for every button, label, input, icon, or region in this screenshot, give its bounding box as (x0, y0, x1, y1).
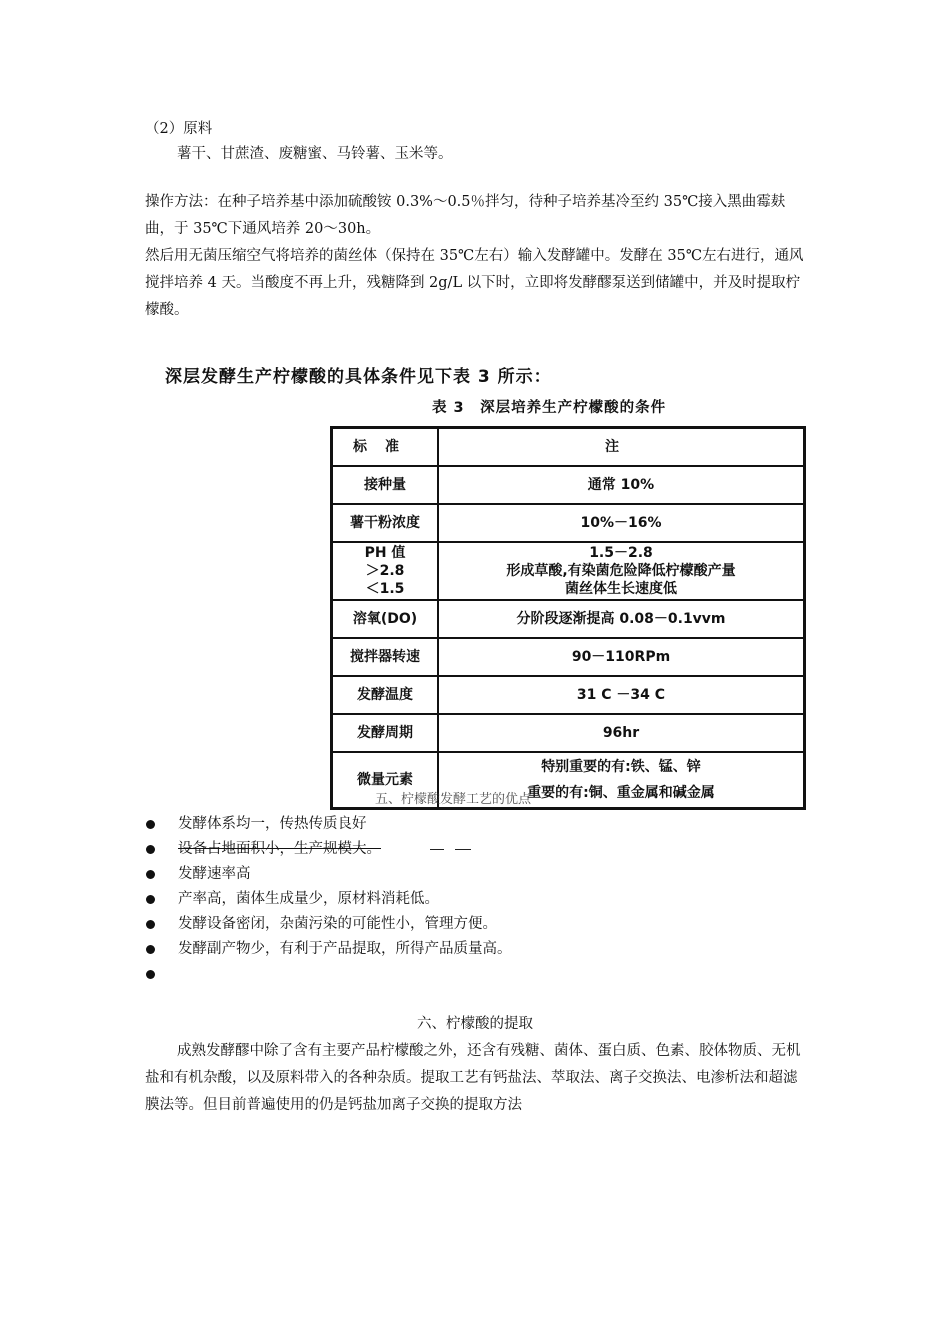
section-heading-raw-materials: （2）原料 (145, 121, 213, 137)
row-key: 接种量 (332, 466, 439, 504)
section-heading-extraction: 六、柠檬酸的提取 (417, 1016, 533, 1032)
row-key: 溶氧(DO) (332, 600, 439, 638)
extraction-paragraph: 成熟发酵醪中除了含有主要产品柠檬酸之外，还含有残糖、菌体、蛋白质、色素、胶体物质、无机盐和有机杂酸，以及原料带入的各种杂质。提取工艺有钙盐法、萃取法、离子交换法、电渗析法和超滤膜法等。但目前普遍使用的仍是钙盐加离子交换的提取方法 (145, 1043, 801, 1113)
scan-artifact (430, 849, 444, 850)
bullet-icon (146, 945, 155, 954)
scanned-table-intro: 深层发酵生产柠檬酸的具体条件见下表 3 所示： (165, 367, 552, 387)
bullet-icon (146, 970, 155, 979)
bullet-icon (146, 895, 155, 904)
header-standard: 标准 (332, 428, 439, 467)
advantages-list (145, 812, 705, 962)
row-value (438, 542, 805, 600)
ph-low-note: 菌丝体生长速度低 (565, 581, 677, 597)
table-caption: 表 3 深层培养生产柠檬酸的条件 (432, 400, 667, 416)
row-key (332, 542, 439, 600)
trace-important-1: 特别重要的有:铁、锰、锌 (541, 758, 701, 775)
list-item: 产率高，菌体生成量少，原材料消耗低。 (145, 887, 705, 912)
operation-paragraph-2: 然后用无菌压缩空气将培养的菌丝体（保持在 35℃左右）输入发酵罐中。发酵在 35℃左右进行，通风搅拌培养 4 天。当酸度不再上升，残糖降到 2g/L 以下时，立即将发酵醪泵送到储罐中，并及时提取柠檬酸。 (145, 248, 804, 318)
ph-high-note: 形成草酸,有染菌危险降低柠檬酸产量 (506, 563, 736, 579)
row-key: 搅拌器转速 (332, 638, 439, 676)
table-row (332, 504, 805, 542)
section-heading-advantages: 五、柠檬酸发酵工艺的优点 (375, 792, 532, 807)
raw-materials-list: 薯干、甘蔗渣、废糖蜜、马铃薯、玉米等。 (177, 146, 453, 162)
table-row (332, 638, 805, 676)
table-row (332, 542, 805, 600)
bullet-icon (146, 820, 155, 829)
list-item: 发酵速率高 (145, 862, 705, 887)
table-header-row (332, 428, 805, 467)
table-row (332, 466, 805, 504)
table-row (332, 676, 805, 714)
table-row (332, 714, 805, 752)
row-key: 微量元素 (332, 752, 439, 808)
row-key: 发酵温度 (332, 676, 439, 714)
list-item: 设备占地面积小，生产规模大。 (145, 837, 705, 862)
row-key: 薯干粉浓度 (332, 504, 439, 542)
ph-below: ＜1.5 (365, 581, 405, 597)
list-item: 发酵体系均一，传热传质良好 (145, 812, 705, 837)
trace-important-2: 重要的有:铜、重金属和碱金属 (527, 784, 715, 801)
bullet-icon (146, 920, 155, 929)
row-value: 分阶段逐渐提高 0.08－0.1vvm (438, 600, 805, 638)
bullet-icon (146, 845, 155, 854)
scan-artifact (455, 849, 471, 850)
list-item: 发酵副产物少，有利于产品提取，所得产品质量高。 (145, 937, 705, 962)
bullet-icon (146, 870, 155, 879)
row-value: 通常 10% (438, 466, 805, 504)
ph-range: 1.5－2.8 (589, 545, 653, 561)
operation-paragraph-1: 操作方法：在种子培养基中添加硫酸铵 0.3%～0.5％拌匀，待种子培养基冷至约 35℃接入黑曲霉麸曲，于 35℃下通风培养 20～30h。 (145, 194, 786, 237)
ph-label: PH 值 (364, 545, 406, 561)
table-row (332, 600, 805, 638)
ph-above: ＞2.8 (365, 563, 405, 579)
row-value: 90－110RPm (438, 638, 805, 676)
row-value: 10%－16% (438, 504, 805, 542)
list-item: 发酵设备密闭，杂菌污染的可能性小，管理方便。 (145, 912, 705, 937)
row-key: 发酵周期 (332, 714, 439, 752)
row-value: 31 C －34 C (438, 676, 805, 714)
fermentation-conditions-table (330, 426, 806, 810)
header-note: 注 (438, 428, 805, 467)
row-value: 96hr (438, 714, 805, 752)
